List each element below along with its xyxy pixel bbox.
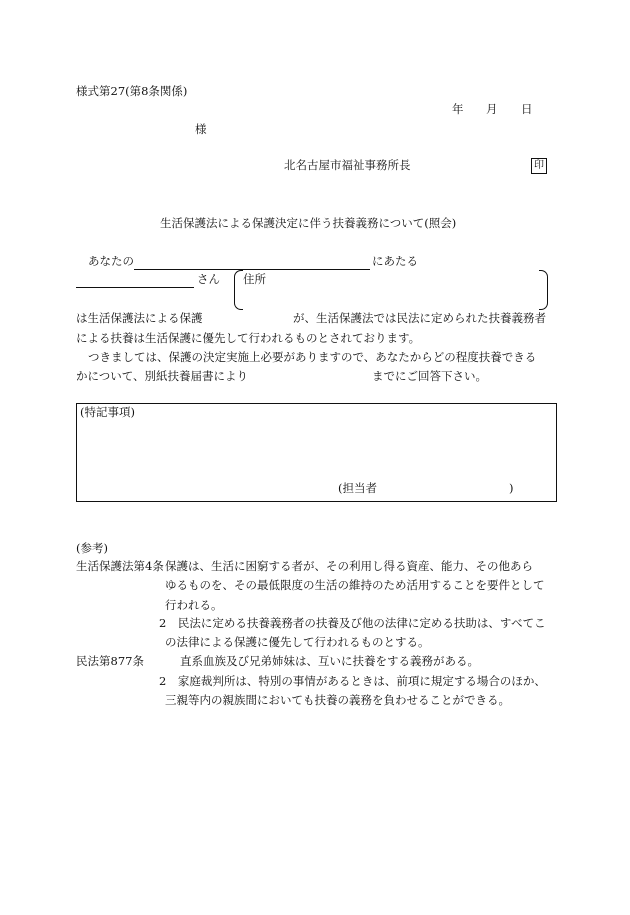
- body-line3-left: は生活保護法による保護: [76, 311, 203, 325]
- relation-blank-line: [134, 269, 370, 270]
- addressee-suffix: 様: [195, 122, 207, 136]
- reference-text: 保護は、生活に困窮する者が、その利用し得る資産、能力、その他あら: [165, 559, 533, 573]
- reference-text: 2 民法に定める扶養義務者の扶養及び他の法律に定める扶助は、すべてこ: [159, 616, 546, 630]
- body-line3-right: が、生活保護法では民法に定められた扶養義務者: [293, 311, 546, 325]
- name-san: さん: [197, 272, 220, 286]
- form-number: 様式第27(第8条関係): [76, 84, 188, 98]
- reference-text: 行われる。: [165, 598, 223, 612]
- address-label: 住所: [243, 272, 266, 286]
- body-line5: つきましては、保護の決定実施上必要がありますので、あなたからどの程度扶養できる: [88, 350, 537, 364]
- special-notes-label: (特記事項): [80, 405, 135, 419]
- date-month: 月: [486, 102, 498, 116]
- relation-prefix: あなたの: [88, 254, 134, 268]
- reference-heading: (参考): [76, 541, 108, 555]
- special-notes-box: [76, 403, 557, 502]
- body-line6-left: かについて、別紙扶養届書により: [76, 369, 249, 383]
- date-day: 日: [521, 102, 533, 116]
- reference-text: ゆるものを、その最低限度の生活の維持のため活用することを要件として: [165, 578, 545, 592]
- contact-person-close: ): [509, 481, 514, 495]
- body-line4: による扶養は生活保護に優先して行われるものとされております。: [76, 331, 421, 345]
- reference-text: の法律による保護に優先して行われるものとする。: [165, 635, 430, 649]
- reference-law: 生活保護法第4条: [76, 559, 164, 573]
- body-line6-right: までにご回答下さい。: [372, 369, 487, 383]
- seal-stamp: 印: [531, 158, 547, 174]
- contact-person-open: (担当者: [338, 481, 377, 495]
- address-bracket-left: [234, 270, 243, 310]
- address-bracket-right: [539, 270, 548, 310]
- document-title: 生活保護法による保護決定に伴う扶養義務について(照会): [160, 216, 457, 230]
- issuer-name: 北名古屋市福祉事務所長: [284, 158, 411, 172]
- reference-text: 直系血族及び兄弟姉妹は、互いに扶養をする義務がある。: [180, 654, 479, 668]
- reference-text: 三親等内の親族間においても扶養の義務を負わせることができる。: [165, 693, 510, 707]
- date-year: 年: [452, 102, 464, 116]
- name-blank-line: [76, 287, 194, 288]
- reference-text: 2 家庭裁判所は、特別の事情があるときは、前項に規定する場合のほか、: [159, 674, 546, 688]
- relation-suffix: にあたる: [372, 254, 418, 268]
- reference-law: 民法第877条: [76, 654, 144, 668]
